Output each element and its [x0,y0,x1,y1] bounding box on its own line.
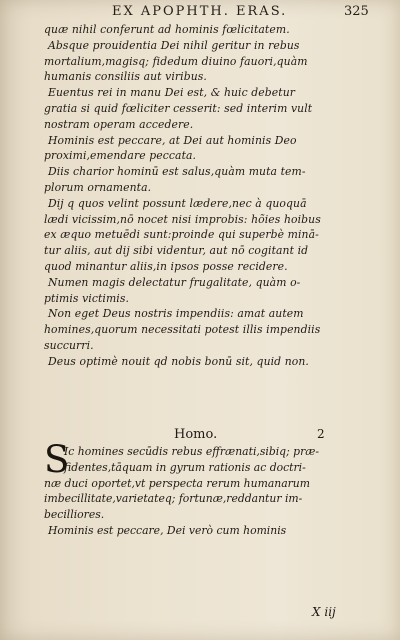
text-line: humanis consiliis aut viribus. [44,70,207,84]
text-line: proximi,emendare peccata. [44,149,197,163]
text-line: lædi vicissim,nō nocet nisi improbis: hõies hoibus [44,212,321,226]
drop-cap: S [44,438,70,481]
signature-mark: X iij [312,605,336,619]
text-line: ptimis victimis. [44,291,130,305]
text-line: Euentus rei in manu Dei est, & huic debetur [48,86,296,100]
text-line: becilliores. [44,508,105,522]
text-line: Non eget Deus nostris impendiis: amat autem [48,307,304,321]
text-line: mortalium,magisq; fidedum diuino fauori,quàm [44,54,308,68]
text-line: Diis charior hominū est salus,quàm muta tem- [48,165,306,179]
text-line: næ duci oportet,vt perspecta rerum humanarum [44,476,310,490]
text-line: Hominis est peccare, Dei verò cum hominis [48,523,287,537]
text-line: quod minantur aliis,in ipsos posse recidere. [44,259,288,273]
page-header [0,4,400,24]
section-body-text [44,438,376,539]
text-line: quæ nihil conferunt ad hominis fœlicitatem. [44,23,290,36]
text-line: plorum ornamenta. [44,180,152,194]
text-line: imbecillitate,varietateq; fortunæ,reddantur im- [44,492,303,506]
text-line: nostram operam accedere. [44,117,194,131]
text-line: Absque prouidentia Dei nihil geritur in rebus [48,38,300,52]
section-number: 2 [317,427,325,441]
text-line: succurri. [44,338,94,352]
body-text [44,22,376,370]
text-line: Hominis est peccare, at Dei aut hominis Deo [48,133,297,147]
text-line: tur aliis, aut dij sibi videntur, aut nō cogitant id [44,244,309,258]
text-line: Numen magis delectatur frugalitate, quàm o- [48,275,301,289]
text-line: Deus optimè nouit qd nobis bonū sit, quid non. [48,354,309,368]
text-line: Dij q quos velint possunt lædere,nec à quoquā [48,196,307,210]
text-line: ex æquo metuēdi sunt:proinde qui superbè minā- [44,228,319,242]
text-line: gratia si quid fœliciter cesserit: sed interim vult [44,101,313,115]
section-title: Homo. [174,427,218,442]
text-line: homines,quorum necessitati potest illis impendiis [44,323,321,337]
text-line: fidentes,tāquam in gyrum rationis ac doctri- [64,460,306,474]
page-number: 325 [344,4,369,19]
text-line: Ic homines secūdis rebus effrænati,sibiq; præ- [64,445,320,458]
running-head: EX APOPHTH. ERAS. [112,4,288,19]
